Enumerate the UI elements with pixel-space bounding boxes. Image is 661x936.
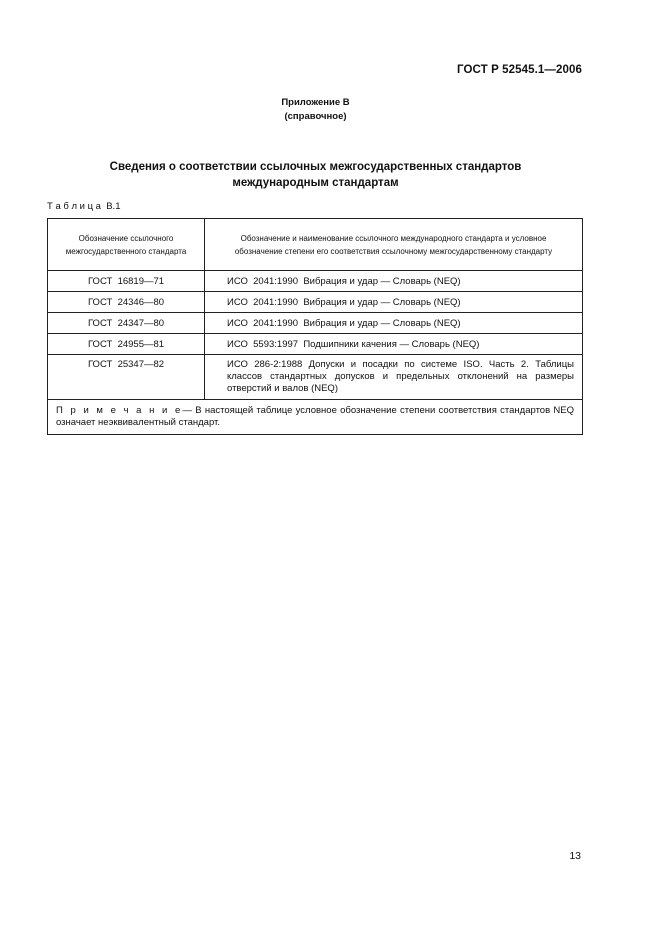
note-label: П р и м е ч а н и е (56, 405, 183, 416)
table-row (48, 334, 583, 355)
table-header-row (48, 219, 583, 271)
appendix-title: Приложение В (281, 97, 350, 108)
table-row (48, 355, 583, 400)
standard-code-cell: ГОСТ 16819—71 (48, 271, 205, 292)
table-row (48, 271, 583, 292)
standard-code-cell: ГОСТ 25347—82 (48, 355, 205, 400)
standard-code-cell: ГОСТ 24347—80 (48, 313, 205, 334)
document-code: ГОСТ Р 52545.1—2006 (457, 64, 582, 76)
section-title-line1: Сведения о соответствии ссылочных межгосударственных стандартов (109, 161, 522, 173)
correspondence-table (47, 218, 583, 435)
standard-code-cell: ГОСТ 24955—81 (48, 334, 205, 355)
appendix-heading (0, 96, 631, 124)
standard-code-cell: ГОСТ 24346—80 (48, 292, 205, 313)
table-label: Т а б л и ц а В.1 (47, 201, 121, 212)
section-title-line2: международным стандартам (232, 177, 399, 189)
note-text: — В настоящей таблице условное обозначение степени соответствия стандартов NEQ означает неэквивалентный стандарт. (56, 405, 574, 428)
header-col-interstate-standard: Обозначение ссылочного межгосударственного стандарта (48, 219, 205, 271)
standard-desc-cell: ИСО 2041:1990 Вибрация и удар — Словарь (NEQ) (205, 271, 583, 292)
table-note (48, 400, 583, 435)
table-note-row (48, 400, 583, 435)
section-title (0, 159, 631, 191)
standard-desc-cell: ИСО 2041:1990 Вибрация и удар — Словарь (NEQ) (205, 292, 583, 313)
standard-desc-cell: ИСО 2041:1990 Вибрация и удар — Словарь (NEQ) (205, 313, 583, 334)
table-row (48, 313, 583, 334)
standard-desc-cell: ИСО 286-2:1988 Допуски и посадки по системе ISO. Часть 2. Таблицы классов стандартных допусков и предельных отклонений на размеры отверстий и валов (NEQ) (205, 355, 583, 400)
header-col-international-standard: Обозначение и наименование ссылочного международного стандарта и условное обозначение степени его соответствия ссылочному межгосударственному стандарту (205, 219, 583, 271)
table-row (48, 292, 583, 313)
standard-desc-cell: ИСО 5593:1997 Подшипники качения — Словарь (NEQ) (205, 334, 583, 355)
page-number: 13 (569, 850, 581, 862)
appendix-subtitle: (справочное) (284, 111, 347, 122)
table (47, 218, 583, 435)
